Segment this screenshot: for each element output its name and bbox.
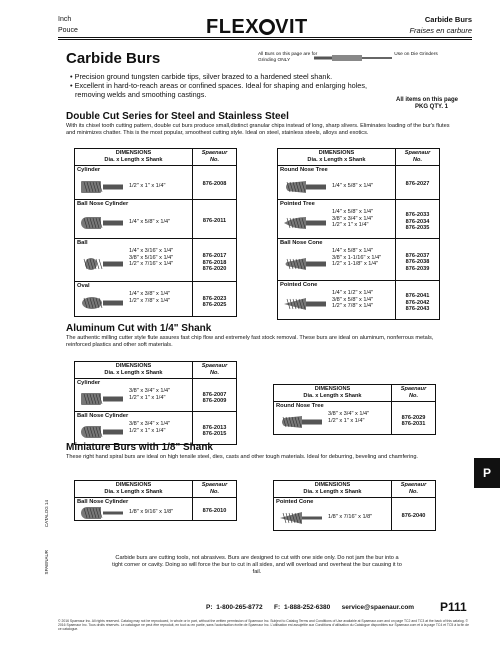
part-number[interactable]: 876-2009 <box>202 398 227 404</box>
table-row <box>75 379 237 412</box>
die-grinder-note: Use on Die Grinders <box>394 52 438 57</box>
section-tab-p[interactable]: P <box>474 458 500 488</box>
feature-bullets <box>70 72 462 99</box>
part-number[interactable]: 876-2018 <box>202 259 227 266</box>
part-number[interactable]: 876-2041 <box>405 293 430 300</box>
section1-title: Double Cut Series for Steel and Stainless Steel <box>66 111 289 122</box>
bur-shape-name: Pointed Cone <box>276 499 314 505</box>
part-no-header: Spaenaur No. <box>193 362 237 379</box>
bur-shape-name: Ball <box>77 240 88 246</box>
part-no-header: Spaenaur No. <box>396 149 440 166</box>
part-number[interactable]: 876-2015 <box>202 431 227 437</box>
contact-info <box>206 604 414 611</box>
dimension-text: 3/8" x 3/4" x 1/4" <box>328 411 370 417</box>
part-number-cell <box>193 239 237 282</box>
bur-cylinder-icon <box>81 180 125 196</box>
part-number[interactable]: 876-2033 <box>405 212 430 219</box>
title-row <box>62 50 462 72</box>
part-number[interactable]: 876-2020 <box>202 266 227 273</box>
part-number[interactable]: 876-2010 <box>202 507 227 514</box>
bur-shape-cell <box>75 412 193 445</box>
part-number[interactable]: 876-2042 <box>405 299 430 306</box>
grinding-note: All Burs on this page are for Grinding ONLY <box>258 52 318 63</box>
part-no-header: Spaenaur No. <box>392 385 436 402</box>
section1-right-table <box>277 148 440 320</box>
bur-shape-cell <box>274 402 392 435</box>
part-number[interactable]: 876-2040 <box>401 512 426 519</box>
bur-shape-name: Pointed Tree <box>280 201 315 207</box>
section2-left-table <box>74 361 237 445</box>
table-row <box>75 412 237 445</box>
section2-title: Aluminum Cut with 1/4" Shank <box>66 323 212 334</box>
bur-shape-cell <box>75 166 193 200</box>
part-number[interactable]: 876-2013 <box>202 424 227 431</box>
table-header-row <box>75 149 237 166</box>
part-number[interactable]: 876-2029 <box>401 414 426 421</box>
bullet-3: removing welds and smoothing castings. <box>75 90 207 99</box>
bur-rtree-icon <box>284 180 328 196</box>
bur-shape-cell <box>278 166 396 200</box>
unit-labels <box>58 14 78 36</box>
section1-left-table <box>74 148 237 317</box>
category-labels <box>409 14 472 36</box>
bur-shape-cell <box>278 281 396 320</box>
copyright-fine-print: © 2016 Spaenaur Inc. All rights reserved. Catalog may not be reproduced, in whole or in part, without the written permission of Spaenaur Inc. Subject to Catalog Terms and Conditions of Use available at Spaenaur.com and on page TC2 and TC3 at the back of this catalog. © 2016 Spaenaur Inc. Tous droits réservés. Le catalogue ne peut être reproduit, en tout ou en partie, sans l'autorisation écrite de Spaenaur Inc. L'utilisation est assujettie aux Conditions d'utilisation du Catalogue disponibles sur Spaenaur.com et à la page TC4 et TC5 à la fin de ce catalogue. <box>58 619 469 632</box>
section2-right-table <box>273 384 436 435</box>
dims-header: DIMENSIONS Dia. x Length x Shank <box>274 481 392 498</box>
fax-number: F: 1-888-252-6380 <box>274 604 331 611</box>
dims-header: DIMENSIONS Dia. x Length x Shank <box>278 149 396 166</box>
part-number-cell <box>396 281 440 320</box>
dimension-text: 1/4" x 5/8" x 1/4" <box>332 182 374 189</box>
brand-logo: FLEX VIT <box>206 16 308 38</box>
part-no-header: Spaenaur No. <box>193 481 237 498</box>
table-row <box>75 498 237 521</box>
pkg-qty-label: PKG QTY. 1 <box>414 104 448 110</box>
section3-left-table <box>74 480 237 521</box>
dimension-text: 3/8" x 1-1/16" x 1/4" <box>332 254 382 261</box>
part-number[interactable]: 876-2017 <box>202 253 227 260</box>
dimension-text: 1/4" x 3/16" x 1/4" <box>129 248 174 254</box>
side-brand-text: SPAENAUR <box>44 550 49 575</box>
bur-ptree-icon <box>284 216 328 232</box>
part-number[interactable]: 876-2008 <box>202 181 227 188</box>
bur-shape-name: Ball Nose Cylinder <box>77 201 129 207</box>
bur-shape-cell <box>278 239 396 281</box>
table-header-row <box>75 481 237 498</box>
bur-shape-cell <box>75 379 193 412</box>
bur-ballcyl-icon <box>81 425 125 441</box>
bur-ballcyl-icon <box>81 216 125 232</box>
unit-en: Inch <box>58 16 72 23</box>
part-number[interactable]: 876-2038 <box>405 259 430 266</box>
section3-heading <box>62 442 462 461</box>
table-row <box>274 402 436 435</box>
dimension-text: 3/8" x 5/16" x 1/4" <box>129 254 174 261</box>
bullet-2: • Excellent in hard-to-reach areas or confined spaces. Ideal for shaping and enlarging holes, <box>70 81 368 90</box>
part-number-cell <box>392 402 436 435</box>
bur-shape-name: Round Nose Tree <box>276 403 324 409</box>
bur-shape-cell <box>75 200 193 239</box>
dimension-text: 1/2" x 1" x 1/4" <box>332 222 369 228</box>
side-catalog-label <box>43 500 53 590</box>
phone-number[interactable]: P: 1-800-265-8772 <box>206 604 263 611</box>
part-number-cell <box>193 379 237 412</box>
part-number[interactable]: 876-2027 <box>405 181 430 188</box>
dimension-text: 1/2" x 1" x 1/4" <box>129 394 166 401</box>
table-row <box>278 239 440 281</box>
category-en: Carbide Burs <box>424 15 472 24</box>
part-number-cell <box>193 166 237 200</box>
section3-right-table <box>273 480 436 531</box>
section2-desc: The authentic milling cutter style flute assures fast chip flow and extremely fast stock removal. These burs are ideal on aluminum, nonferrous metals, reinforced plastics and other soft materials. <box>66 335 434 348</box>
table-row <box>278 166 440 200</box>
category-fr: Fraises en carbure <box>409 26 472 35</box>
bur-shape-name: Cylinder <box>77 167 101 173</box>
bur-shape-cell <box>75 498 193 521</box>
dimension-text: 1/8" x 9/16" x 1/8" <box>129 509 174 515</box>
dimension-text: 1/8" x 7/16" x 1/8" <box>328 514 373 520</box>
logo-o-icon <box>259 19 275 35</box>
dimension-text: 1/2" x 1-1/8" x 1/4" <box>332 261 379 267</box>
bur-cylinder-icon <box>81 392 125 408</box>
main-content <box>62 50 462 137</box>
bur-shape-cell <box>75 282 193 317</box>
dimension-text: 1/4" x 1/2" x 1/4" <box>332 290 374 296</box>
bur-shape-cell <box>75 239 193 282</box>
part-number-cell <box>396 166 440 200</box>
part-number[interactable]: 876-2007 <box>202 391 227 398</box>
bur-shape-name: Ball Nose Cone <box>280 240 323 246</box>
safety-note: Carbide burs are cutting tools, not abrasives. Burs are designed to cut with one side only. Do not jam the bur into a tight corner or cavity. Doing so will force the bur to cut in all sides, and will overload and overheat the bur causing it to fail. <box>112 555 402 575</box>
bur-oval-icon <box>81 296 125 312</box>
part-number[interactable]: 876-2039 <box>405 265 430 272</box>
bur-shape-name: Oval <box>77 283 90 289</box>
bur-ballcyl-icon <box>81 506 125 522</box>
email-link[interactable]: service@spaenaur.com <box>341 604 415 611</box>
dimension-text: 1/2" x 1" x 1/4" <box>129 182 166 189</box>
bullet-1: • Precision ground tungsten carbide tips, silver brazed to a hardened steel shank. <box>70 72 333 81</box>
page-title: Carbide Burs <box>66 50 161 67</box>
part-number[interactable]: 876-2034 <box>405 218 430 225</box>
part-number-cell <box>396 200 440 239</box>
section3-title: Miniature Burs with 1/8" Shank <box>66 442 213 453</box>
dimension-text: 1/2" x 1" x 1/4" <box>328 417 365 424</box>
dims-header: DIMENSIONS Dia. x Length x Shank <box>75 362 193 379</box>
part-number[interactable]: 876-2023 <box>202 295 227 302</box>
bur-pcone-icon <box>280 511 324 527</box>
part-number-cell <box>193 282 237 317</box>
bur-shape-name: Ball Nose Cylinder <box>77 499 129 505</box>
unit-fr: Pouce <box>58 27 78 34</box>
table-header-row <box>274 481 436 498</box>
pkg-info <box>62 97 458 111</box>
dimension-text: 1/4" x 3/8" x 1/4" <box>129 291 171 297</box>
table-header-row <box>75 362 237 379</box>
part-number[interactable]: 876-2035 <box>405 225 430 232</box>
section3-desc: These right hand spiral burs are ideal on high tensile steel, dies, casts and other tough materials. Ideal for deburring, beveling and chamfering. <box>66 454 418 460</box>
table-row <box>278 281 440 320</box>
table-row <box>75 166 237 200</box>
table-row <box>75 200 237 239</box>
bur-shape-name: Round Nose Tree <box>280 167 328 173</box>
bur-shape-name: Ball Nose Cylinder <box>77 413 129 419</box>
dimension-text: 1/4" x 5/8" x 1/4" <box>332 248 374 254</box>
bur-bcone-icon <box>284 257 328 273</box>
part-number-cell <box>193 498 237 521</box>
bur-shape-name: Pointed Cone <box>280 282 318 288</box>
part-number[interactable]: 876-2031 <box>401 421 426 427</box>
table-row <box>75 239 237 282</box>
bur-rtree-icon <box>280 415 324 431</box>
dimension-text: 1/2" x 1" x 1/4" <box>129 427 166 434</box>
table-row <box>75 282 237 317</box>
dimension-text: 3/8" x 3/4" x 1/4" <box>332 215 374 222</box>
bur-shape-cell <box>278 200 396 239</box>
dims-header: DIMENSIONS Dia. x Length x Shank <box>274 385 392 402</box>
dimension-text: 3/8" x 3/4" x 1/4" <box>129 388 171 394</box>
part-number-cell <box>193 200 237 239</box>
part-number-cell <box>392 498 436 531</box>
dimension-text: 1/2" x 7/16" x 1/4" <box>129 261 174 267</box>
bur-shape-cell <box>274 498 392 531</box>
dimension-text: 1/2" x 7/8" x 1/4" <box>332 303 374 309</box>
section1-desc: With its chisel tooth cutting pattern, double cut burs produce small,distinct granular chips instead of long, sharp slivers. Eliminates loading of the bur's flutes and minimizes chatter. This is the most popular, smoothest cutting style. Ideal on steel, stainless steels, alloys and exotics. <box>66 123 450 136</box>
part-number[interactable]: 876-2037 <box>405 252 430 259</box>
dimension-text: 3/8" x 3/4" x 1/4" <box>129 421 171 427</box>
part-number-cell <box>193 412 237 445</box>
die-grinder-bur-icon <box>314 54 394 62</box>
dims-header: DIMENSIONS Dia. x Length x Shank <box>75 481 193 498</box>
part-no-header: Spaenaur No. <box>392 481 436 498</box>
table-row <box>278 200 440 239</box>
part-number[interactable]: 876-2043 <box>405 306 430 313</box>
dimension-text: 1/2" x 7/8" x 1/4" <box>129 297 171 304</box>
dims-header: DIMENSIONS Dia. x Length x Shank <box>75 149 193 166</box>
table-row <box>274 498 436 531</box>
bur-pcone-icon <box>284 297 328 313</box>
bur-shape-name: Cylinder <box>77 380 101 386</box>
header-rule-thin <box>58 39 472 40</box>
part-number-cell <box>396 239 440 281</box>
bur-ball-icon <box>81 257 125 273</box>
header-rule <box>58 37 472 38</box>
section2-heading <box>62 323 462 349</box>
page-number: P111 <box>440 600 467 614</box>
part-no-header: Spaenaur No. <box>193 149 237 166</box>
side-catalog-text: CATALOG 14 <box>44 500 49 528</box>
part-number[interactable]: 876-2011 <box>202 217 227 224</box>
table-header-row <box>274 385 436 402</box>
dimension-text: 3/8" x 5/8" x 1/4" <box>332 296 374 303</box>
table-header-row <box>278 149 440 166</box>
dimension-text: 1/4" x 5/8" x 1/4" <box>129 219 171 225</box>
all-items-label: All items on this page <box>395 97 458 103</box>
part-number[interactable]: 876-2025 <box>202 302 227 308</box>
dimension-text: 1/4" x 5/8" x 1/4" <box>332 209 374 215</box>
